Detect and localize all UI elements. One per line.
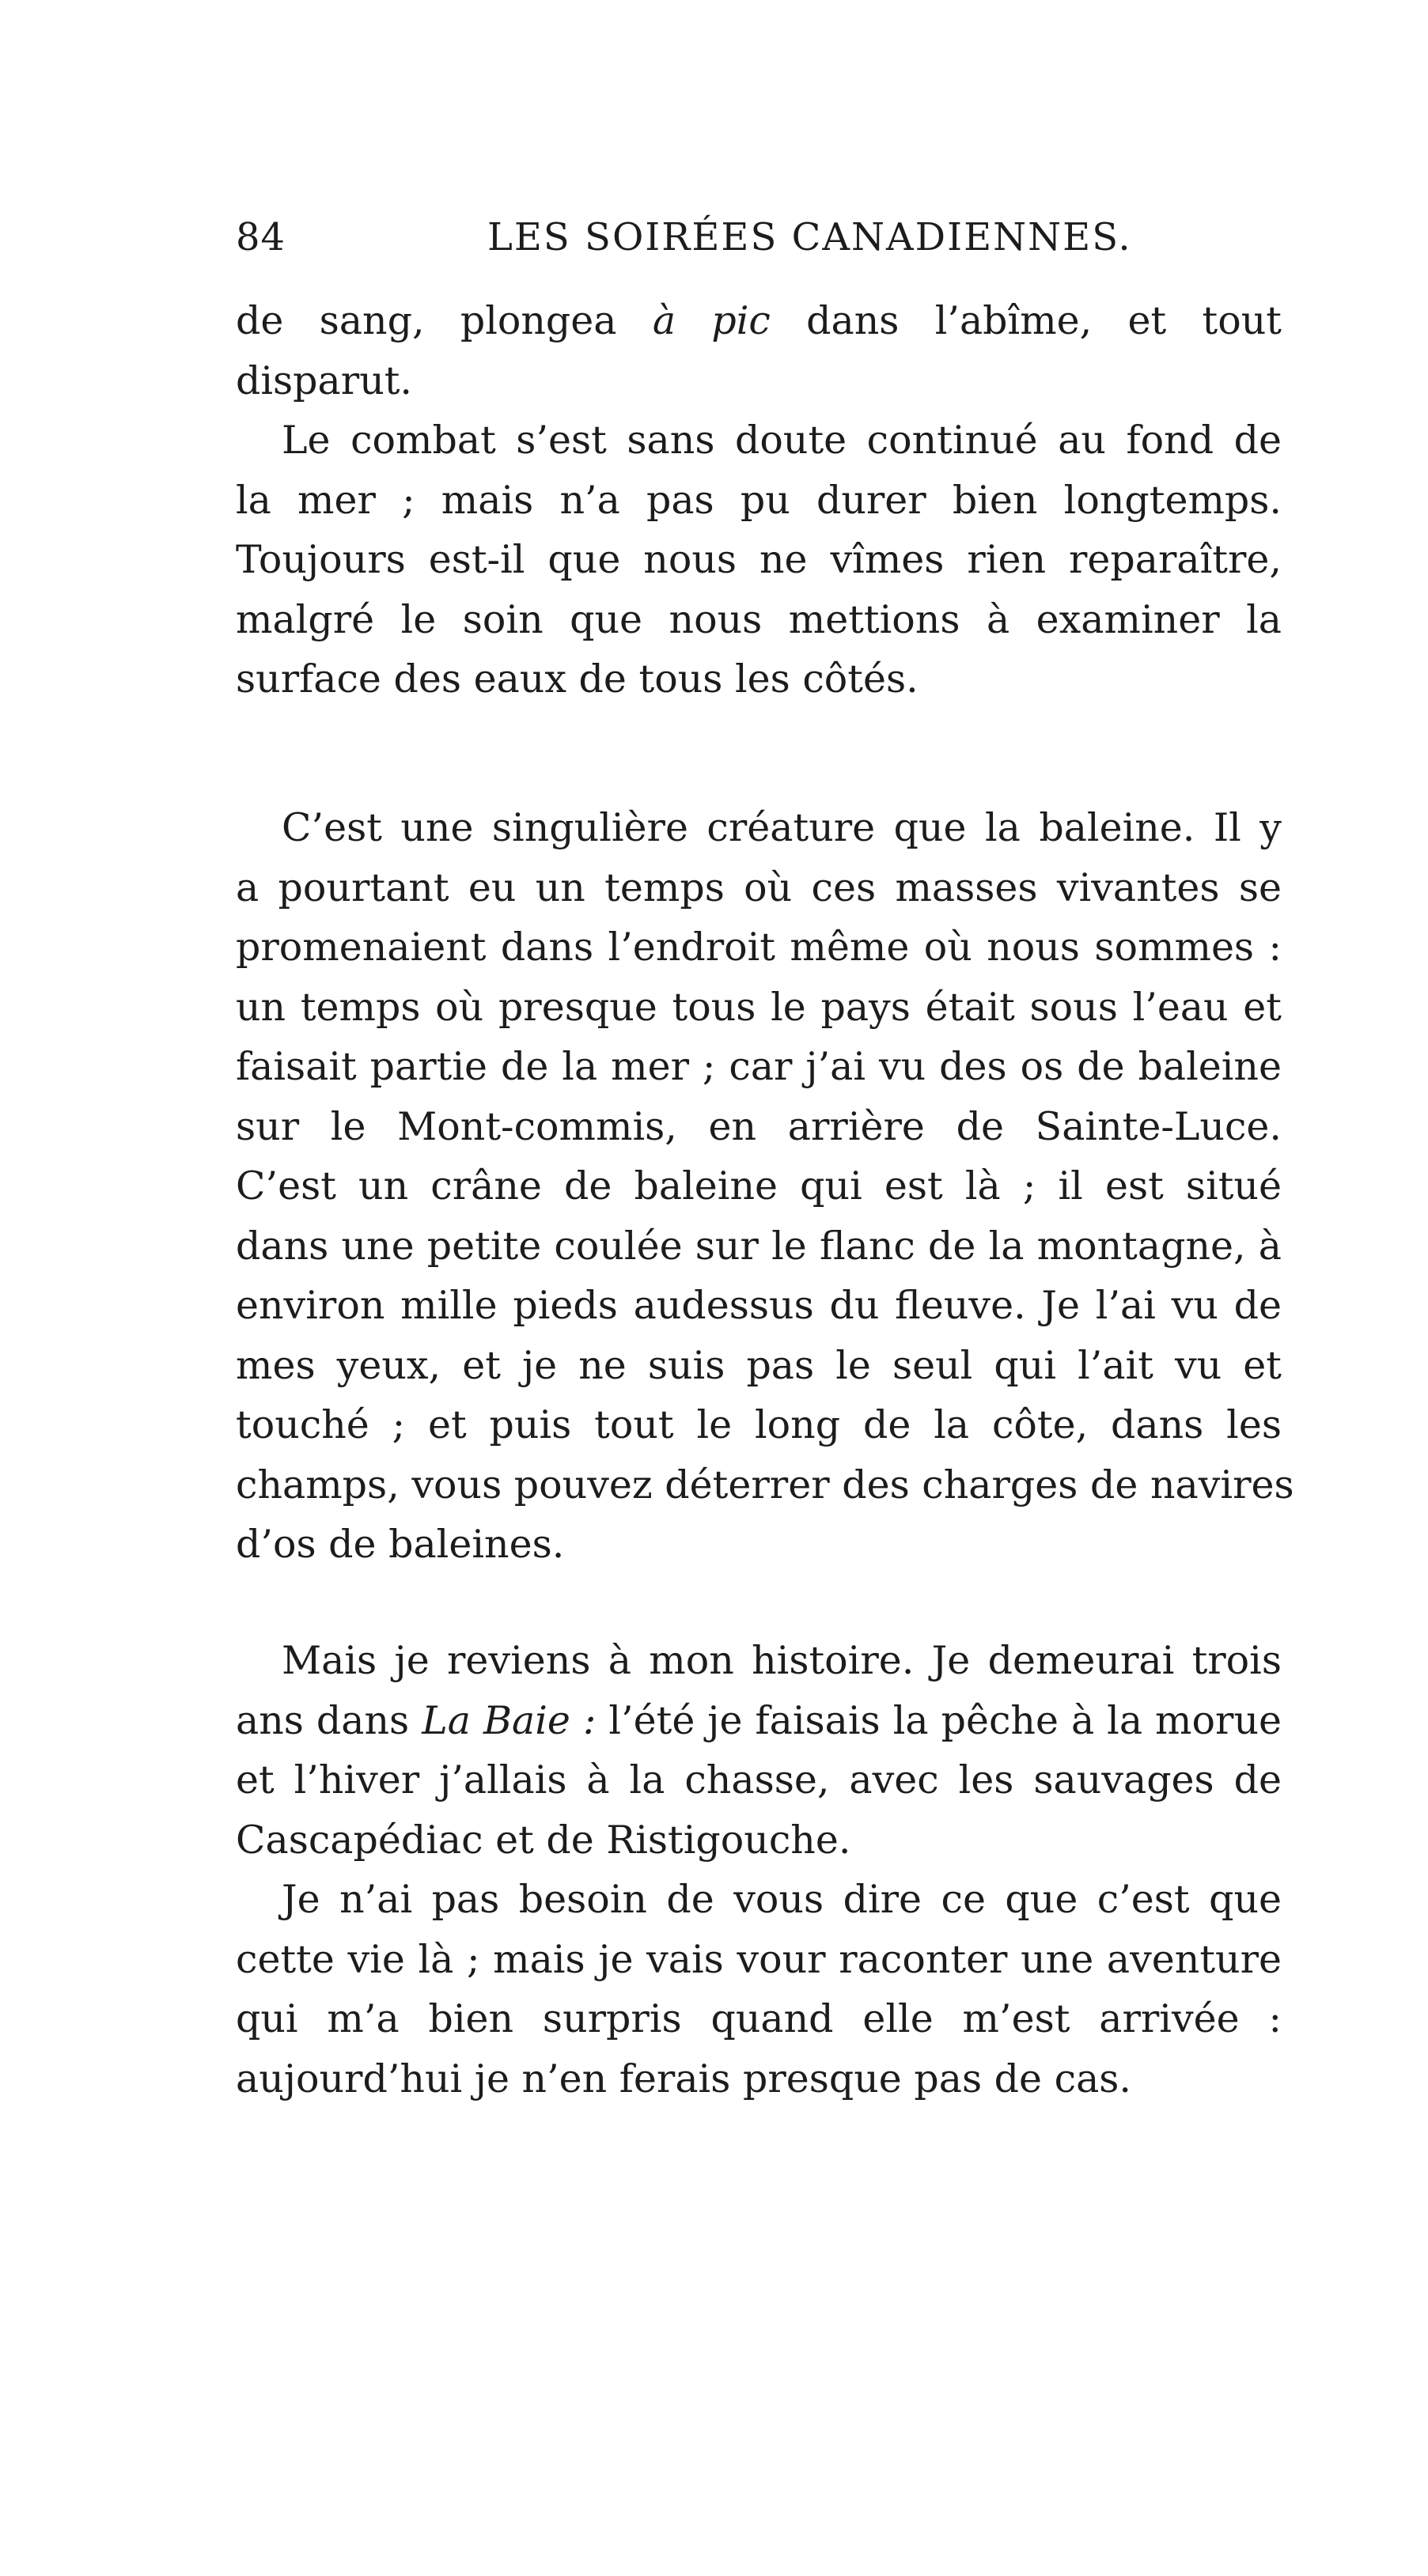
text-line: qui m’a bien surpris quand elle m’est arrivée :	[236, 1996, 1282, 2041]
page-header	[236, 215, 1280, 286]
running-title: LES SOIRÉES CANADIENNES.	[487, 215, 1132, 259]
text-line: disparut.	[236, 357, 413, 403]
text-line: C’est un crâne de baleine qui est là ; il est situé	[236, 1163, 1282, 1209]
paragraph-continuation	[236, 291, 1282, 410]
paragraph-baleine	[236, 798, 1294, 1575]
text-line: C’est une singulière créature que la baleine. Il y	[282, 805, 1282, 850]
text-line: touché ; et puis tout le long de la côte, dans les	[236, 1402, 1282, 1447]
text-line: Mais je reviens à mon histoire. Je demeurai trois	[282, 1638, 1282, 1683]
text-line: Toujours est-il que nous ne vîmes rien reparaître,	[236, 537, 1282, 582]
text-line: ans dans La Baie : l’été je faisais la pêche à la morue	[236, 1697, 1282, 1743]
text-line: faisait partie de la mer ; car j’ai vu des os de baleine	[236, 1044, 1282, 1089]
page-number: 84	[236, 215, 286, 259]
paragraph-histoire	[236, 1631, 1282, 1870]
paragraph-combat	[236, 410, 1282, 709]
text-line: surface des eaux de tous les côtés.	[236, 656, 919, 702]
text-line: promenaient dans l’endroit même où nous sommes :	[236, 925, 1282, 970]
text-line: de sang, plongea à pic dans l’abîme, et tout	[236, 298, 1282, 343]
text-line: un temps où presque tous le pays était sous l’eau et	[236, 984, 1282, 1030]
paragraph-aventure	[236, 1870, 1282, 2109]
text-line: aujourd’hui je n’en ferais presque pas de cas.	[236, 2056, 1132, 2101]
text-line: dans une petite coulée sur le flanc de la montagne, à	[236, 1223, 1282, 1269]
text-line: Cascapédiac et de Ristigouche.	[236, 1817, 851, 1863]
text-line: champs, vous pouvez déterrer des charges de navires	[236, 1462, 1294, 1507]
text-line: Le combat s’est sans doute continué au fond de	[282, 418, 1282, 463]
text-line: la mer ; mais n’a pas pu durer bien longtemps.	[236, 477, 1282, 523]
text-line: environ mille pieds audessus du fleuve. Je l’ai vu de	[236, 1283, 1282, 1328]
text-line: mes yeux, et je ne suis pas le seul qui l’ait vu et	[236, 1342, 1282, 1388]
text-line: a pourtant eu un temps où ces masses vivantes se	[236, 864, 1282, 910]
text-line: Je n’ai pas besoin de vous dire ce que c’est que	[282, 1877, 1282, 1922]
text-line: d’os de baleines.	[236, 1522, 565, 1567]
text-line: malgré le soin que nous mettions à examiner la	[236, 596, 1282, 642]
text-line: cette vie là ; mais je vais vour raconter une aventure	[236, 1936, 1282, 1982]
text-line: sur le Mont-commis, en arrière de Sainte-Luce.	[236, 1103, 1282, 1149]
text-line: et l’hiver j’allais à la chasse, avec les sauvages de	[236, 1757, 1282, 1802]
